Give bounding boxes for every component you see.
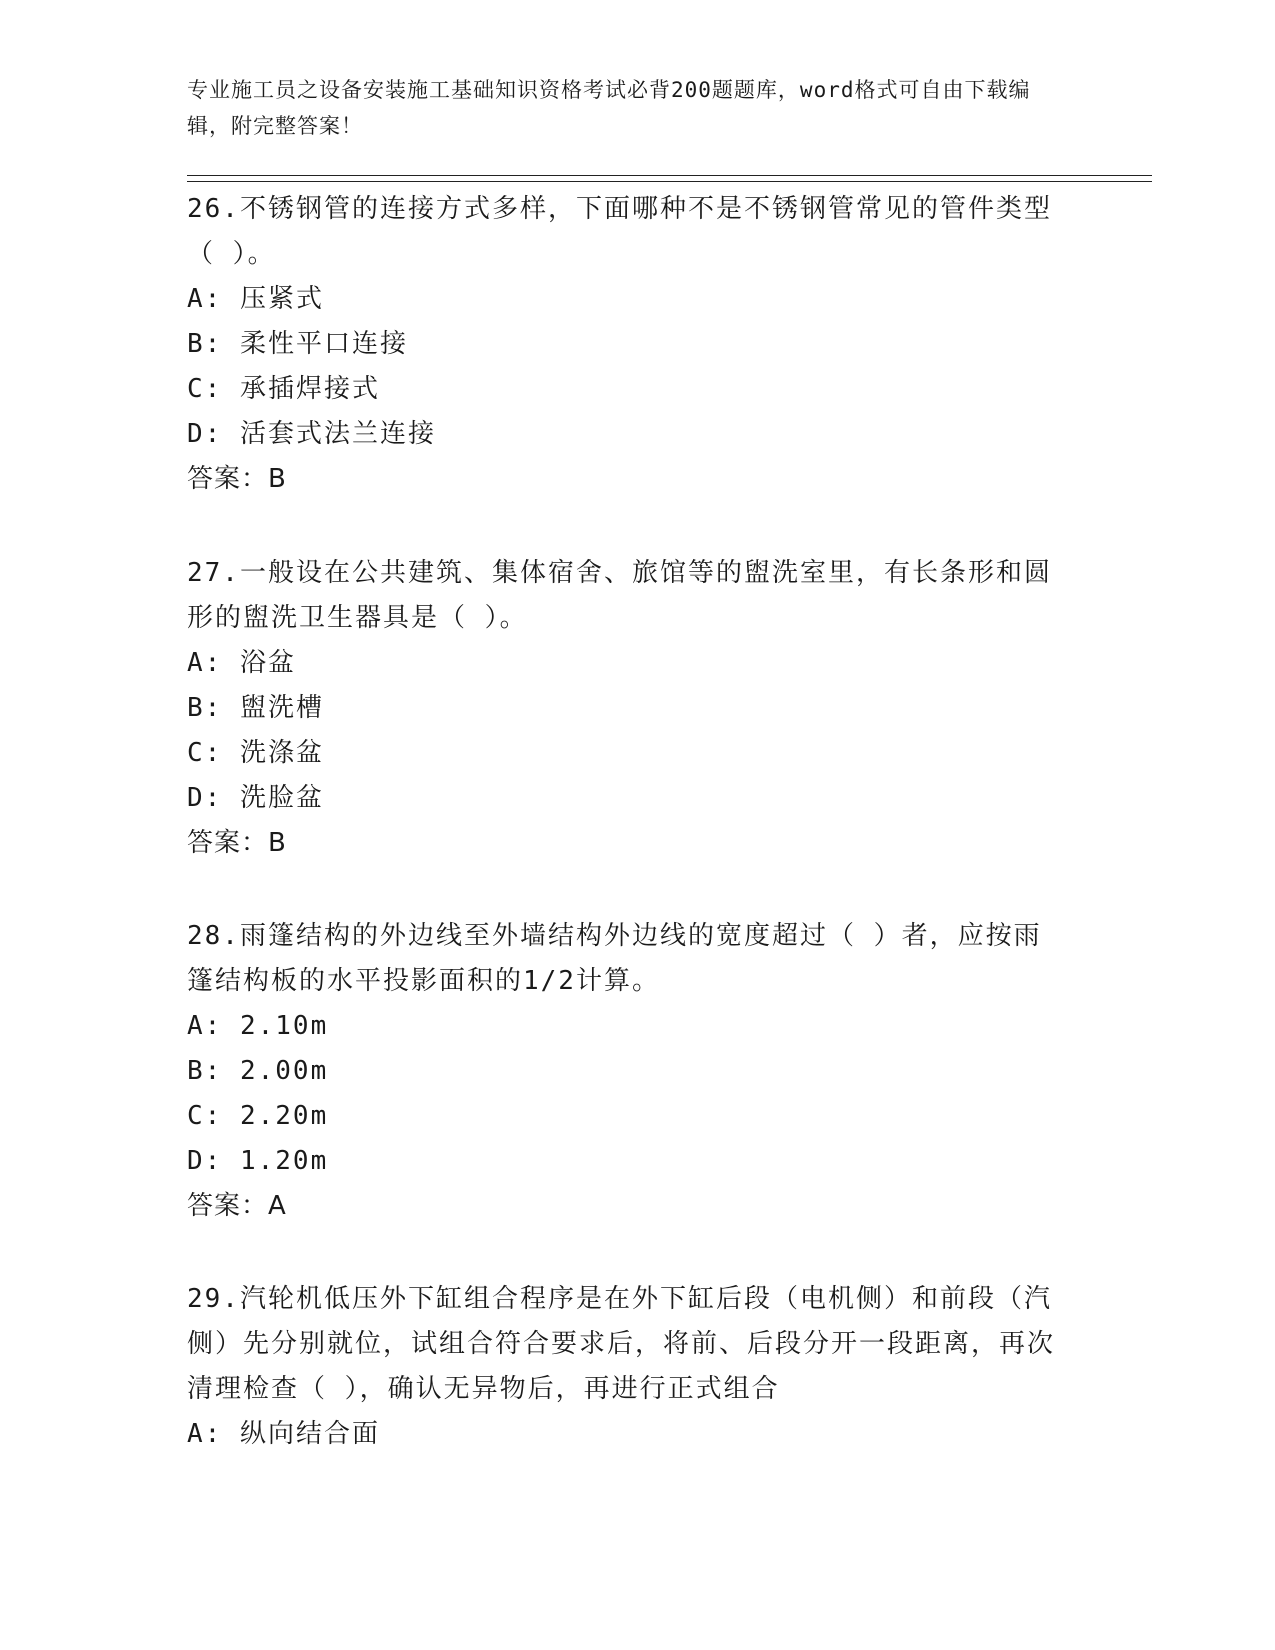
option-a: A: 压紧式: [187, 284, 324, 314]
question-stem: 29.汽轮机低压外下缸组合程序是在外下缸后段（电机侧）和前段（汽侧）先分别就位，试组合符合要求后，将前、后段分开一段距离，再次清理检查（ ），确认无异物后，再进行正式组合: [187, 1284, 1056, 1404]
option-d: D: 洗脸盆: [187, 783, 324, 813]
option-d: D: 1.20m: [187, 1146, 329, 1176]
answer-line: 答案：B: [187, 828, 287, 858]
question-stem: 27.一般设在公共建筑、集体宿舍、旅馆等的盥洗室里，有长条形和圆形的盥洗卫生器具是（ ）。: [187, 558, 1052, 633]
question-29: [187, 1277, 1067, 1457]
option-b: B: 盥洗槽: [187, 693, 324, 723]
question-26: [187, 187, 1067, 502]
option-a: A: 纵向结合面: [187, 1419, 380, 1449]
option-a: A: 浴盆: [187, 648, 296, 678]
option-b: B: 柔性平口连接: [187, 329, 408, 359]
answer-line: 答案：B: [187, 464, 287, 494]
option-d: D: 活套式法兰连接: [187, 419, 436, 449]
header-divider-bottom: [187, 181, 1152, 182]
option-a: A: 2.10m: [187, 1011, 329, 1041]
header-divider-top: [187, 175, 1152, 176]
option-c: C: 洗涤盆: [187, 738, 324, 768]
option-c: C: 承插焊接式: [187, 374, 380, 404]
document-header: 专业施工员之设备安装施工基础知识资格考试必背200题题库，word格式可自由下载编辑，附完整答案！: [187, 78, 1031, 138]
question-stem: 26.不锈钢管的连接方式多样，下面哪种不是不锈钢管常见的管件类型（ ）。: [187, 194, 1052, 269]
option-b: B: 2.00m: [187, 1056, 329, 1086]
answer-line: 答案：A: [187, 1191, 287, 1221]
question-stem: 28.雨篷结构的外边线至外墙结构外边线的宽度超过（ ）者，应按雨篷结构板的水平投影面积的1/2计算。: [187, 921, 1042, 996]
question-28: [187, 914, 1067, 1229]
option-c: C: 2.20m: [187, 1101, 329, 1131]
question-27: [187, 551, 1067, 866]
